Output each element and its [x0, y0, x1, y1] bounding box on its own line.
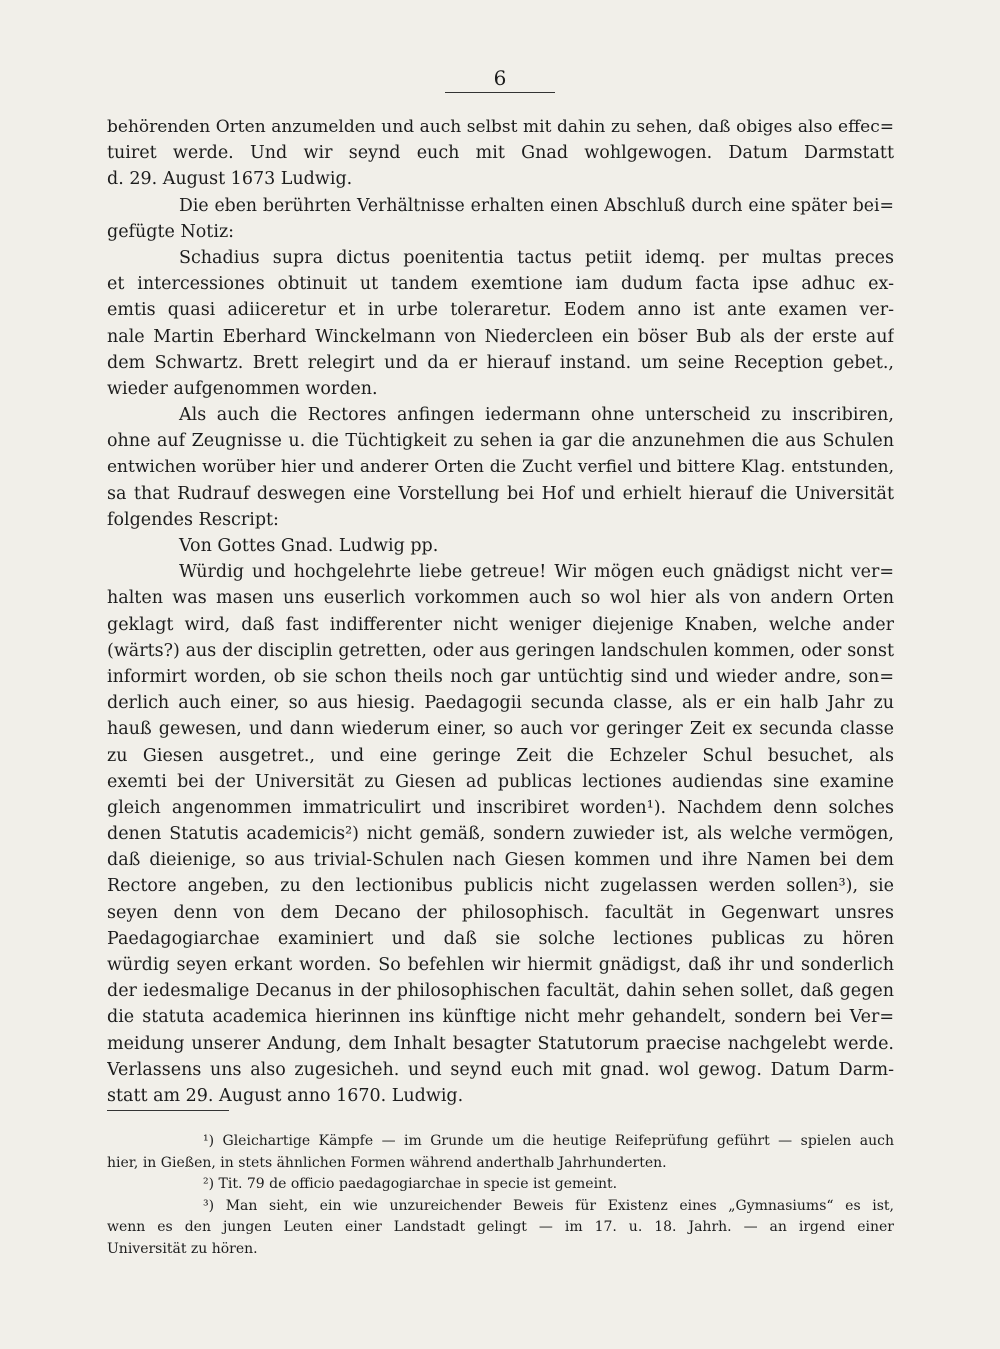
text-line: d. 29. August 1673 Ludwig. — [107, 169, 353, 190]
text-line: tuiret werde. Und wir seynd euch mit Gnad wohlgewogen. Datum Darmstatt — [107, 143, 894, 164]
text-line: geklagt wird, daß fast indifferenter nicht weniger diejenige Knaben, welche ander — [107, 614, 894, 635]
footnote-line: ²) Tit. 79 de officio paedagogiarchae in specie ist gemeint. — [203, 1176, 618, 1193]
text-line: gleich angenommen immatriculirt und inscribiret worden¹). Nachdem denn solches — [107, 797, 894, 818]
header-rule — [445, 92, 555, 93]
text-line: emtis quasi adiiceretur et in urbe toleraretur. Eodem anno ist ante examen ver- — [107, 300, 894, 321]
text-line: folgendes Rescript: — [107, 509, 279, 530]
text-line: derlich auch einer, so aus hiesig. Paedagogii secunda classe, als er ein halb Jahr zu — [107, 693, 894, 714]
text-line: denen Statutis academicis²) nicht gemäß, sondern zuwieder ist, als welche vermögen, — [107, 824, 894, 845]
text-line: informirt worden, ob sie schon theils noch gar untüchtig sind und wieder andre, son= — [107, 666, 894, 687]
footnote-line: ³) Man sieht, ein wie unzureichender Beweis für Existenz eines „Gymnasiums“ es ist, — [203, 1197, 894, 1214]
text-line: seyen denn von dem Decano der philosophisch. facultät in Gegenwart unsres — [107, 902, 894, 923]
text-line: hauß gewesen, und dann wiederum einer, so auch vor geringer Zeit ex secunda classe — [107, 719, 894, 740]
text-line: die statuta academica hierinnen ins künftige nicht mehr gehandelt, sondern bei Ver= — [107, 1007, 894, 1028]
page-number: 6 — [493, 66, 507, 90]
text-line: Rectore angeben, zu den lectionibus publicis nicht zugelassen werden sollen³), sie — [107, 876, 894, 897]
text-line: daß dieienige, so aus trivial-Schulen nach Giesen kommen und ihre Namen bei dem — [107, 850, 894, 871]
text-line: zu Giesen ausgetret., und eine geringe Zeit die Echzeler Schul besuchet, als — [107, 745, 894, 766]
text-line: halten was masen uns euserlich vorkommen auch so wol hier als von andern Orten — [107, 588, 894, 609]
text-line: statt am 29. August anno 1670. Ludwig. — [107, 1085, 464, 1106]
footnote-rule — [107, 1110, 229, 1111]
text-line: behörenden Orten anzumelden und auch selbst mit dahin zu sehen, daß obiges also effec= — [107, 117, 894, 137]
text-line: Schadius supra dictus poenitentia tactus petiit idemq. per multas preces — [179, 247, 894, 268]
text-line: meidung unserer Andung, dem Inhalt besagter Statutorum praecise nachgelebt werde. — [107, 1033, 894, 1054]
text-line: sa that Rudrauf deswegen eine Vorstellung bei Hof und erhielt hierauf die Universität — [107, 483, 894, 504]
text-line: Als auch die Rectores anfingen iedermann ohne unterscheid zu inscribiren, — [179, 405, 894, 426]
text-line: Von Gottes Gnad. Ludwig pp. — [179, 536, 439, 556]
text-line: Die eben berührten Verhältnisse erhalten einen Abschluß durch eine später bei= — [179, 195, 894, 216]
footnote-line: hier, in Gießen, in stets ähnlichen Formen während anderthalb Jahrhunderten. — [107, 1154, 667, 1171]
footnote-line: Universität zu hören. — [107, 1240, 258, 1257]
text-line: ohne auf Zeugnisse u. die Tüchtigkeit zu sehen ia gar die anzunehmen die aus Schulen — [107, 431, 894, 452]
text-line: dem Schwartz. Brett relegirt und da er hierauf instand. um seine Reception gebet., — [107, 352, 894, 373]
footnote-line: wenn es den jungen Leuten einer Landstadt gelingt — im 17. u. 18. Jahrh. — an irgend einer — [107, 1219, 894, 1236]
footnotes — [107, 1131, 894, 1261]
text-line: (wärts?) aus der disciplin getretten, oder aus geringen landschulen kommen, oder sonst — [107, 640, 894, 661]
text-line: würdig seyen erkant worden. So befehlen wir hiermit gnädigst, daß ihr und sonderlich — [107, 955, 894, 975]
text-line: et intercessiones obtinuit ut tandem exemtione iam dudum facta ipse adhuc ex- — [107, 274, 894, 295]
text-line: der iedesmalige Decanus in der philosophischen facultät, dahin sehen sollet, daß gegen — [107, 981, 894, 1002]
body-text — [107, 114, 894, 1109]
text-line: nale Martin Eberhard Winckelmann von Niedercleen ein böser Bub als der erste auf — [107, 326, 894, 347]
text-line: gefügte Notiz: — [107, 221, 235, 242]
footnote-line: ¹) Gleichartige Kämpfe — im Grunde um die heutige Reifeprüfung geführt — spielen auch — [203, 1133, 894, 1149]
text-line: Paedagogiarchae examiniert und daß sie solche lectiones publicas zu hören — [107, 928, 894, 949]
text-line: wieder aufgenommen worden. — [107, 378, 378, 399]
text-line: Würdig und hochgelehrte liebe getreue! Wir mögen euch gnädigst nicht ver= — [179, 562, 894, 583]
text-line: exemti bei der Universität zu Giesen ad publicas lectiones audiendas sine examine — [107, 771, 894, 792]
text-line: Verlassens uns also zugesicheh. und seynd euch mit gnad. wol gewog. Datum Darm- — [107, 1059, 894, 1080]
text-line: entwichen worüber hier und anderer Orten die Zucht verfiel und bittere Klag. entstunden, — [107, 457, 894, 478]
